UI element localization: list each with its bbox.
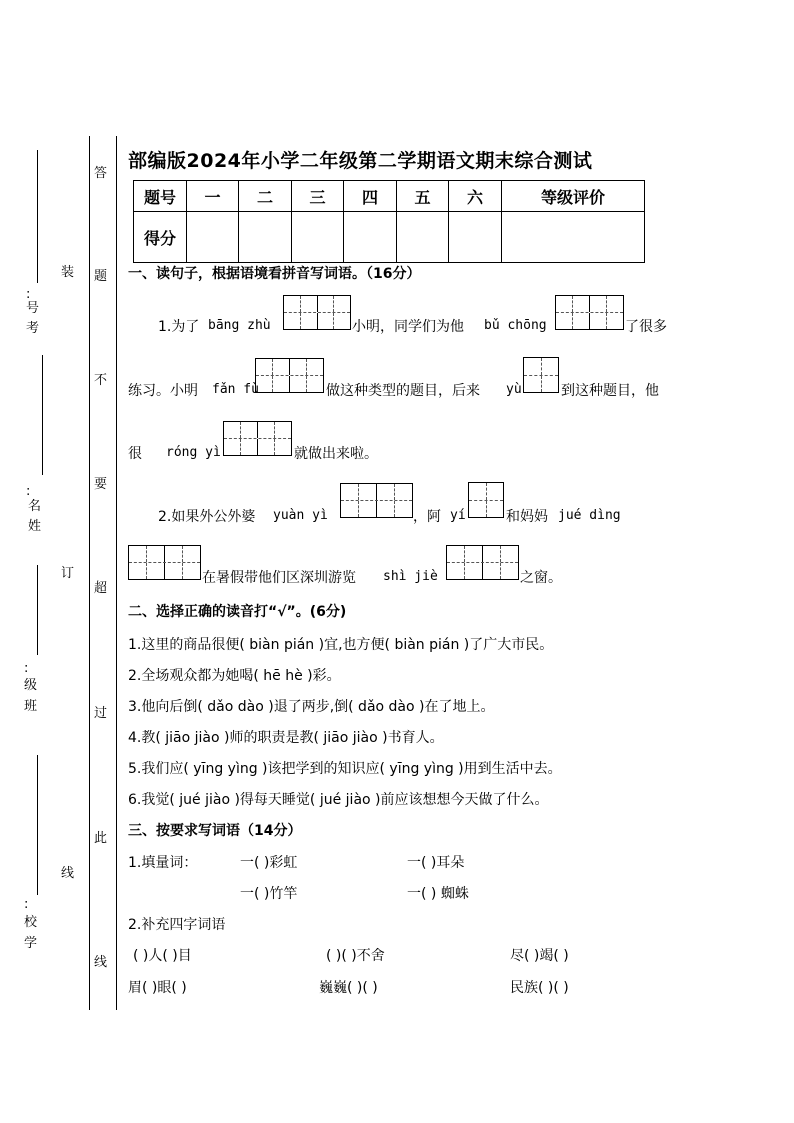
header-cell: 一: [187, 181, 239, 212]
field-colon-name: :: [26, 484, 31, 499]
field-char: 名: [28, 499, 42, 514]
s1q1-text: 1.为了: [158, 319, 200, 335]
score-label-cell: 得分: [134, 212, 187, 263]
writing-grid-fanfu[interactable]: [255, 358, 324, 393]
s1q2-pinyin-shijie: shì jiè: [383, 569, 438, 584]
score-cell[interactable]: [292, 212, 344, 263]
field-colon-exam-no: :: [26, 287, 31, 302]
s1q1-text: 到这种题目，他: [561, 383, 659, 399]
writing-grid-rongyi[interactable]: [223, 421, 292, 456]
s1q2-pinyin-jueding: jué dìng: [558, 508, 621, 523]
margin-line-field-3: [37, 565, 38, 655]
s1q1-pinyin-bangzhu: bāng zhù: [208, 318, 271, 333]
s1q1-pinyin-yu: yù: [506, 382, 522, 397]
s2-item: 2.全场观众都为她喝( hē hè )彩。: [128, 668, 341, 684]
header-cell: 三: [292, 181, 344, 212]
field-char: 学: [24, 936, 38, 951]
idiom-blank[interactable]: 尽( )竭( ): [510, 948, 569, 964]
s3-q1-label: 1.填量词：: [128, 855, 198, 871]
section2-heading: 二、选择正确的读音打“√”。(6分): [128, 604, 347, 620]
score-cell[interactable]: [397, 212, 449, 263]
margin-line-field-1: [37, 150, 38, 283]
s2-item: 3.他向后倒( dǎo dào )退了两步,倒( dǎo dào )在了地上。: [128, 699, 495, 715]
inner-label: 答: [94, 166, 108, 181]
s2-item: 5.我们应( yīng yìng )该把学到的知识应( yīng yìng )用到生活中去。: [128, 761, 562, 777]
score-table: [133, 180, 645, 263]
s2-item: 6.我觉( jué jiào )得每天睡觉( jué jiào )前应该想想今天做了什么。: [128, 792, 549, 808]
grade-cell[interactable]: [502, 212, 645, 263]
s1q2-pinyin-yi: yí: [450, 508, 466, 523]
s1q1-text: 很: [128, 446, 142, 462]
inner-label: 线: [94, 955, 108, 970]
header-cell: 二: [239, 181, 292, 212]
s1q1-pinyin-fanfu: fǎn fù: [212, 382, 259, 397]
measure-word-blank[interactable]: 一( )耳朵: [407, 855, 465, 871]
margin-line-field-4: [37, 755, 38, 895]
s1q2-text: 和妈妈: [506, 509, 548, 525]
field-colon-class: :: [24, 661, 29, 676]
s1q2-text: ，阿: [413, 509, 441, 525]
writing-grid-yu[interactable]: [523, 357, 559, 393]
s1q1-text: 小明，同学们为他: [352, 319, 464, 335]
header-cell: 四: [344, 181, 397, 212]
writing-grid-jueding[interactable]: [128, 545, 201, 580]
field-char: 号: [26, 301, 40, 316]
measure-word-blank[interactable]: 一( )竹竿: [240, 886, 298, 902]
inner-label: 不: [94, 373, 108, 388]
field-char: 班: [24, 699, 38, 714]
margin-label-zhuang: 装: [61, 265, 75, 280]
section3-heading: 三、按要求写词语（14分）: [128, 823, 302, 839]
s1q1-pinyin-buchong: bǔ chōng: [484, 318, 547, 333]
score-cell[interactable]: [344, 212, 397, 263]
margin-label-xian: 线: [61, 866, 75, 881]
s1q2-text: 2.如果外公外婆: [158, 509, 256, 525]
s2-item: 1.这里的商品很便( biàn pián )宜,也方便( biàn pián )了广大市民。: [128, 637, 554, 653]
idiom-blank[interactable]: ( )( )不舍: [326, 948, 385, 964]
inner-label: 题: [94, 269, 108, 284]
score-cell[interactable]: [449, 212, 502, 263]
binding-line-right: [116, 136, 117, 1010]
header-cell: 六: [449, 181, 502, 212]
header-cell: 等级评价: [502, 181, 645, 212]
s1q1-text: 练习。小明: [128, 383, 198, 399]
writing-grid-yi[interactable]: [468, 482, 504, 518]
writing-grid-bangzhu[interactable]: [283, 295, 351, 330]
idiom-blank[interactable]: 民族( )( ): [510, 980, 569, 996]
writing-grid-yuanyi[interactable]: [340, 483, 413, 518]
writing-grid-buchong[interactable]: [555, 295, 624, 330]
field-char: 考: [26, 321, 40, 336]
header-cell: 题号: [134, 181, 187, 212]
s1q2-text: 之窗。: [520, 570, 562, 586]
exam-title: 部编版2024年小学二年级第二学期语文期末综合测试: [128, 150, 593, 172]
field-char: 校: [24, 915, 38, 930]
field-colon-school: :: [24, 897, 29, 912]
header-cell: 五: [397, 181, 449, 212]
field-char: 姓: [28, 519, 42, 534]
inner-label: 过: [94, 706, 108, 721]
s1q1-text: 就做出来啦。: [294, 446, 378, 462]
s3-q2-label: 2.补充四字词语: [128, 917, 226, 933]
writing-grid-shijie[interactable]: [446, 545, 519, 580]
binding-line-left: [89, 136, 90, 1010]
s1q1-text: 做这种类型的题目，后来: [326, 383, 480, 399]
score-table-header-row: [134, 181, 645, 212]
inner-label: 此: [94, 831, 108, 846]
s1q1-text: 了很多: [625, 319, 667, 335]
measure-word-blank[interactable]: 一( )彩虹: [240, 855, 298, 871]
score-cell[interactable]: [187, 212, 239, 263]
section1-heading: 一、读句子，根据语境看拼音写词语。（16分）: [128, 266, 421, 282]
score-cell[interactable]: [239, 212, 292, 263]
idiom-blank[interactable]: 眉( )眼( ): [128, 980, 187, 996]
idiom-blank[interactable]: 巍巍( )( ): [319, 980, 378, 996]
s1q1-pinyin-rongyi: róng yì: [166, 445, 221, 460]
s1q2-text: 在暑假带他们区深圳游览: [202, 570, 356, 586]
inner-label: 超: [94, 581, 108, 596]
score-table-score-row: [134, 212, 645, 263]
measure-word-blank[interactable]: 一( ) 蜘蛛: [407, 886, 469, 902]
s2-item: 4.教( jiāo jiào )师的职责是教( jiāo jiào )书育人。: [128, 730, 444, 746]
margin-label-ding: 订: [61, 566, 75, 581]
s1q2-pinyin-yuanyi: yuàn yì: [273, 508, 328, 523]
field-char: 级: [24, 678, 38, 693]
idiom-blank[interactable]: ( )人( )目: [133, 948, 192, 964]
inner-label: 要: [94, 477, 108, 492]
margin-line-field-2: [42, 355, 43, 475]
